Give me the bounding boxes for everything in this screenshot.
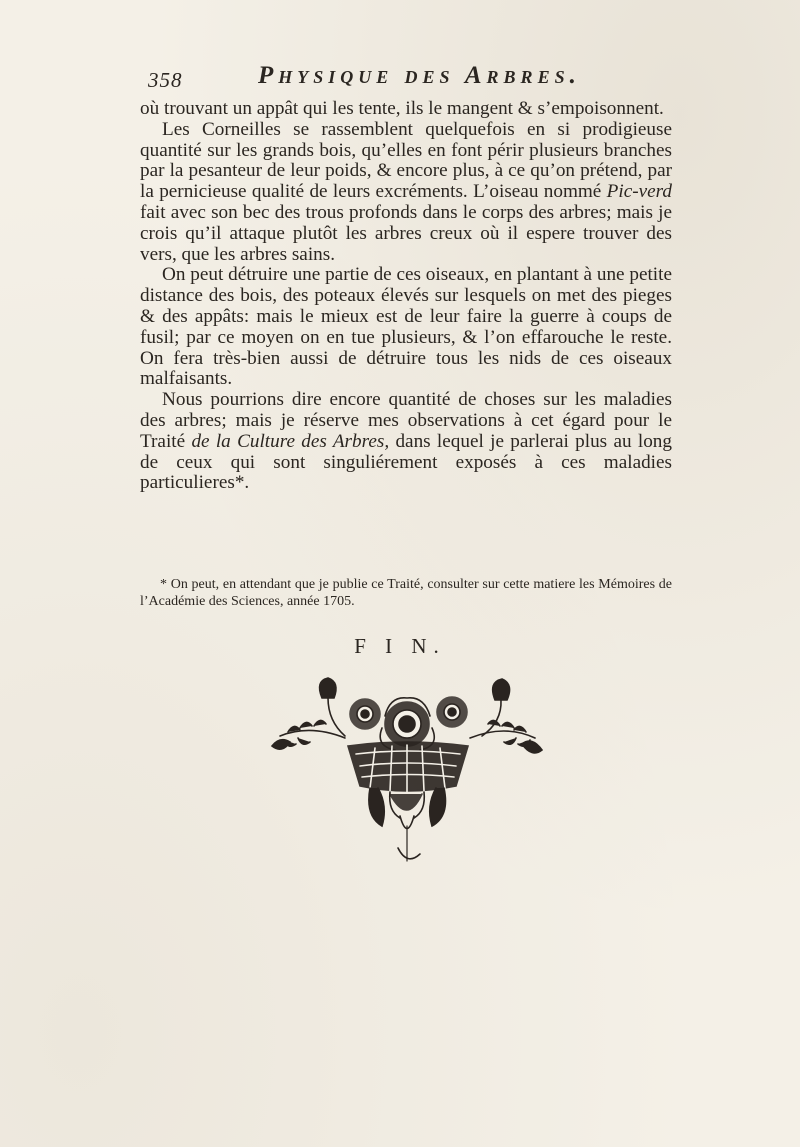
paragraph-2b-text: L’oiseau nommé — [473, 181, 607, 203]
running-head: Physique des Arbres. — [258, 62, 581, 89]
page-header — [148, 62, 668, 98]
paragraph-2c-text: fait avec son bec des trous profonds dans le corps des arbres; mais je crois qu’il attaque plutôt les arbres creux où il espere trouver des vers, que les arbres sains. — [140, 201, 672, 265]
fin-label: F I N. — [354, 634, 446, 658]
paragraph-3 — [140, 265, 672, 390]
floral-basket-icon — [270, 676, 545, 866]
pic-verd-term: Pic-verd — [606, 181, 673, 203]
paragraph-4 — [140, 390, 672, 494]
main-text — [140, 99, 672, 494]
paragraph-1-text: où trouvant un appât qui les tente, ils le mangent & s’empoisonnent. — [140, 98, 664, 119]
footnote: * On peut, en attendant que je publie ce Traité, consulter sur cette matiere les Mémoires de l’Académie des Sciences, année 1705. — [140, 577, 672, 609]
paragraph-2 — [140, 120, 672, 266]
page-number: 358 — [148, 68, 183, 92]
treatise-title: de la Culture des Arbres, — [191, 430, 390, 452]
paragraph-2-text: Les Corneilles se rassemblent quelquefois en si prodigieuse quantité sur les grands bois, qu’elles en font périr plusieurs branches par la pesanteur de leur poids, & encore plus, à ce qu’on prétend, par la pernicieuse qualité de leurs excréments. — [140, 118, 672, 203]
paragraph-4b-text: dans lequel je parlerai plus au long de ceux qui sont singuliérement exposés à ces maladies particulieres*. — [140, 430, 672, 494]
paragraph-1 — [140, 99, 672, 120]
paragraph-3-text: On peut détruire une partie de ces oiseaux, en plantant à une petite distance des bois, des poteaux élevés sur lesquels on met des pieges & des appâts: mais le mieux est de leur faire la guerre à coups de fusil; par ce moyen on en tue plusieurs, & l’on effarouche le reste. On fera très-bien aussi de détruire tous les nids de ces oiseaux malfaisants. — [140, 264, 672, 390]
paragraph-4-text: Nous pourrions dire encore quantité de choses sur les maladies des arbres; mais je réserve mes observations à cet égard pour le Traité — [140, 389, 672, 452]
